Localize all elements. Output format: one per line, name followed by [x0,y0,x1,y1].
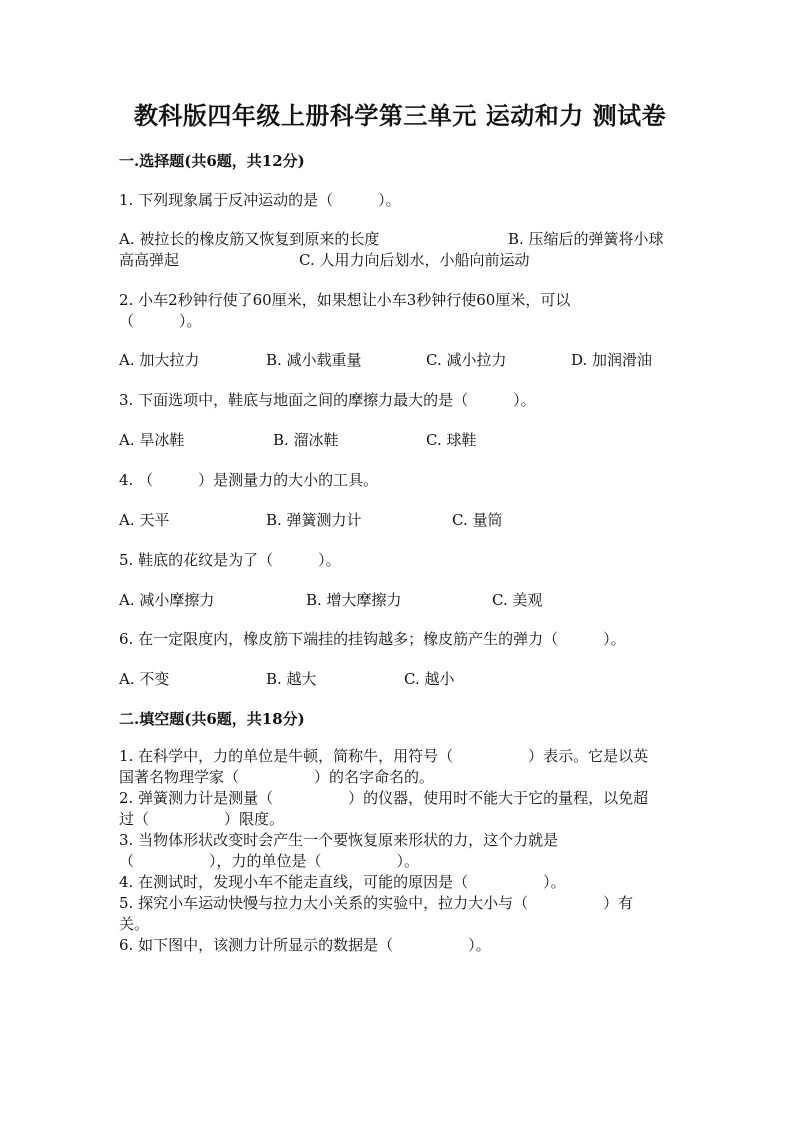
q6-option-b: B. 越大 [266,670,317,688]
fill-line-10: 6. 如下图中，该测力计所显示的数据是（ ）。 [119,936,491,954]
fill-line-7: 4. 在测试时，发现小车不能走直线，可能的原因是（ ）。 [119,873,566,891]
q5-stem: 5. 鞋底的花纹是为了（ ）。 [119,551,341,569]
q3-option-b: B. 溜冰鞋 [273,431,339,449]
fill-line-2: 国著名物理学家（ ）的名字命名的。 [119,768,435,786]
q4-option-c: C. 量筒 [452,511,503,529]
q5-option-a: A. 减小摩擦力 [119,591,215,609]
section1-heading: 一.选择题(共6题，共12分) [119,152,305,170]
fill-line-6: （ ），力的单位是（ ）。 [119,852,420,870]
q4-option-a: A. 天平 [119,511,170,529]
fill-line-8: 5. 探究小车运动快慢与拉力大小关系的实验中，拉力大小与（ ）有 [119,894,634,912]
q2-stem-cont: （ ）。 [119,312,202,330]
fill-line-5: 3. 当物体形状改变时会产生一个要恢复原来形状的力，这个力就是 [119,831,559,849]
q4-option-b: B. 弹簧测力计 [266,511,362,529]
q3-stem: 3. 下面选项中，鞋底与地面之间的摩擦力最大的是（ ）。 [119,391,536,409]
q1-stem: 1. 下列现象属于反冲运动的是（ ）。 [119,191,401,209]
q6-stem: 6. 在一定限度内，橡皮筋下端挂的挂钩越多；橡皮筋产生的弹力（ ）。 [119,630,626,648]
q2-option-b: B. 减小载重量 [266,351,362,369]
q2-option-c: C. 减小拉力 [426,351,507,369]
q3-option-a: A. 旱冰鞋 [119,431,185,449]
q1-option-c: C. 人用力向后划水，小船向前运动 [299,251,530,269]
q5-option-b: B. 增大摩擦力 [306,591,402,609]
q6-option-a: A. 不变 [119,670,170,688]
q2-stem: 2. 小车2秒钟行使了60厘米，如果想让小车3秒钟行使60厘米，可以 [119,291,571,309]
q1-option-b: B. 压缩后的弹簧将小球 [508,230,664,248]
q2-option-a: A. 加大拉力 [119,351,200,369]
q1-option-b-cont: 高高弹起 [119,251,180,269]
section2-heading: 二.填空题(共6题，共18分) [119,710,305,728]
fill-line-3: 2. 弹簧测力计是测量（ ）的仪器，使用时不能大于它的量程，以免超 [119,789,649,807]
q2-option-d: D. 加润滑油 [571,351,653,369]
fill-line-9: 关。 [119,915,150,933]
q5-option-c: C. 美观 [492,591,543,609]
q3-option-c: C. 球鞋 [426,431,477,449]
fill-line-1: 1. 在科学中，力的单位是牛顿，简称牛，用符号（ ）表示。它是以英 [119,747,649,765]
q1-option-a: A. 被拉长的橡皮筋又恢复到原来的长度 [119,230,380,248]
q6-option-c: C. 越小 [404,670,455,688]
page-title: 教科版四年级上册科学第三单元 运动和力 测试卷 [133,101,667,130]
q4-stem: 4. （ ）是测量力的大小的工具。 [119,471,379,489]
fill-line-4: 过（ ）限度。 [119,810,285,828]
